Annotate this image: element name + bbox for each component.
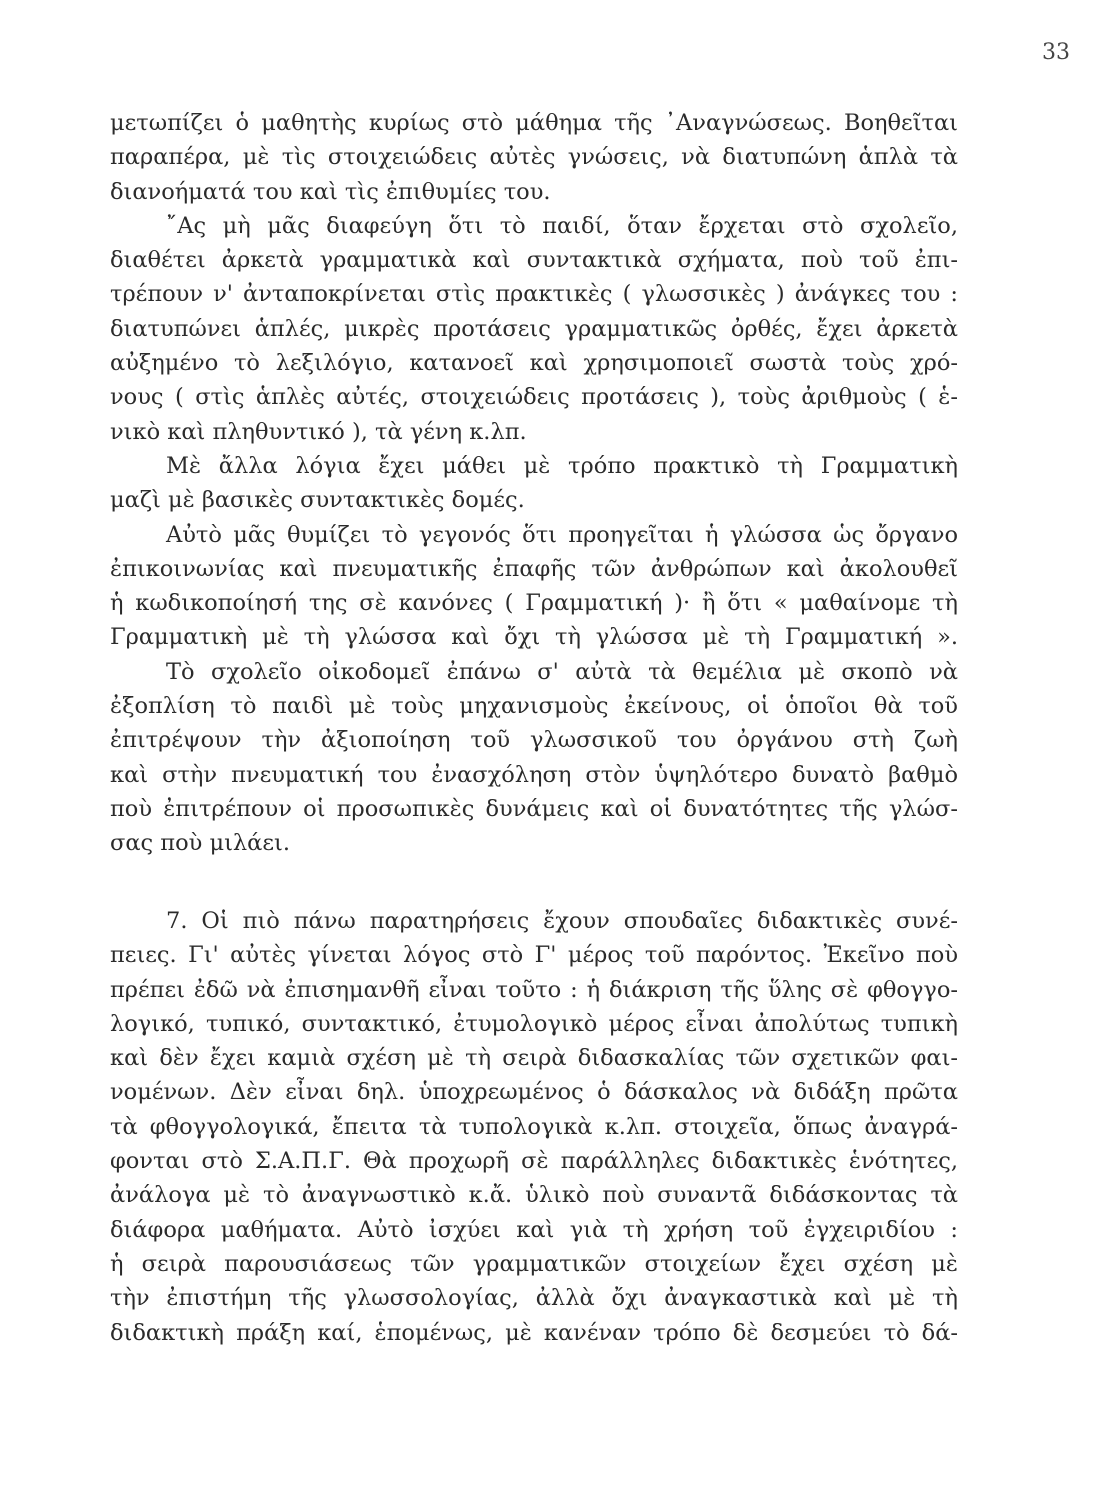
text-line: Αὐτὸ μᾶς θυμίζει τὸ γεγονός ὅτι προηγεῖται ἡ γλώσσα ὡς ὄργανο <box>166 521 958 548</box>
text-line: Μὲ ἄλλα λόγια ἔχει μάθει μὲ τρόπο πρακτικὸ τὴ Γραμματικὴ <box>166 452 958 479</box>
text-line: ποὺ ἐπιτρέπουν οἱ προσωπικὲς δυνάμεις καὶ οἱ δυνατότητες τῆς γλώσ- <box>110 795 958 822</box>
text-line: μαζὶ μὲ βασικὲς συντακτικὲς δομές. <box>110 487 525 514</box>
text-line: Γραμματικὴ μὲ τὴ γλώσσα καὶ ὄχι τὴ γλώσσα μὲ τὴ Γραμματική ». <box>110 624 958 651</box>
text-line: νους ( στὶς ἁπλὲς αὐτές, στοιχειώδεις προτάσεις ), τοὺς ἀριθμοὺς ( ἑ- <box>110 384 958 411</box>
text-line: ῎Ας μὴ μᾶς διαφεύγη ὅτι τὸ παιδί, ὅταν ἔρχεται στὸ σχολεῖο, <box>166 212 958 239</box>
text-line: καὶ στὴν πνευματική του ἐνασχόληση στὸν ὑψηλότερο δυνατὸ βαθμὸ <box>110 761 958 788</box>
text-line: μετωπίζει ὁ μαθητὴς κυρίως στὸ μάθημα τῆς ᾿Αναγνώσεως. Βοηθεῖται <box>110 110 958 136</box>
text-line: νικὸ καὶ πληθυντικό ), τὰ γένη κ.λπ. <box>110 418 527 445</box>
text-line: πειες. Γι' αὐτὲς γίνεται λόγος στὸ Γ' μέρος τοῦ παρόντος. Ἐκεῖνο ποὺ <box>110 942 958 969</box>
text-line: αὐξημένο τὸ λεξιλόγιο, κατανοεῖ καὶ χρησιμοποιεῖ σωστὰ τοὺς χρό- <box>110 350 958 377</box>
page-number: 33 <box>1042 40 1070 65</box>
text-line: ἀνάλογα μὲ τὸ ἀναγνωστικὸ κ.ἄ. ὑλικὸ ποὺ συναντᾶ διδάσκοντας τὰ <box>110 1182 958 1209</box>
text-line: τὴν ἐπιστήμη τῆς γλωσσολογίας, ἀλλὰ ὄχι ἀναγκαστικὰ καὶ μὲ τὴ <box>110 1285 958 1312</box>
text-line: ἐπιτρέψουν τὴν ἀξιοποίηση τοῦ γλωσσικοῦ του ὀργάνου στὴ ζωὴ <box>110 727 958 754</box>
text-line: ἐξοπλίση τὸ παιδὶ μὲ τοὺς μηχανισμοὺς ἐκείνους, οἱ ὁποῖοι θὰ τοῦ <box>110 693 958 720</box>
text-line: ἡ κωδικοποίησή της σὲ κανόνες ( Γραμματική )· ἢ ὅτι « μαθαίνομε τὴ <box>110 590 958 617</box>
text-line: διάφορα μαθήματα. Αὐτὸ ἰσχύει καὶ γιὰ τὴ χρήση τοῦ ἐγχειριδίου : <box>110 1216 958 1243</box>
text-line: ἡ σειρὰ παρουσιάσεως τῶν γραμματικῶν στοιχείων ἔχει σχέση μὲ <box>110 1250 958 1277</box>
text-line: παραπέρα, μὲ τὶς στοιχειώδεις αὐτὲς γνώσεις, νὰ διατυπώνη ἁπλὰ τὰ <box>110 144 958 171</box>
text-line: Τὸ σχολεῖο οἰκοδομεῖ ἐπάνω σ' αὐτὰ τὰ θεμέλια μὲ σκοπὸ νὰ <box>166 658 958 685</box>
text-line: λογικό, τυπικό, συντακτικό, ἐτυμολογικὸ μέρος εἶναι ἀπολύτως τυπικὴ <box>110 1010 958 1037</box>
text-line: καὶ δὲν ἔχει καμιὰ σχέση μὲ τὴ σειρὰ διδασκαλίας τῶν σχετικῶν φαι- <box>110 1045 958 1072</box>
paragraph-block-2 <box>110 904 958 1350</box>
text-line: διαθέτει ἀρκετὰ γραμματικὰ καὶ συντακτικὰ σχήματα, ποὺ τοῦ ἐπι- <box>110 247 958 274</box>
text-line: ἐπικοινωνίας καὶ πνευματικῆς ἐπαφῆς τῶν ἀνθρώπων καὶ ἀκολουθεῖ <box>110 555 958 582</box>
paragraph-block-1 <box>110 106 958 861</box>
text-line: διδακτικὴ πράξη καί, ἑπομένως, μὲ κανέναν τρόπο δὲ δεσμεύει τὸ δά- <box>110 1319 958 1346</box>
text-line: πρέπει ἐδῶ νὰ ἐπισημανθῆ εἶναι τοῦτο : ἡ διάκριση τῆς ὕλης σὲ φθογγο- <box>110 976 958 1003</box>
text-line: τρέπουν ν' ἀνταποκρίνεται στὶς πρακτικὲς ( γλωσσικὲς ) ἀνάγκες του : <box>110 281 958 308</box>
text-line: διατυπώνει ἁπλές, μικρὲς προτάσεις γραμματικῶς ὀρθές, ἔχει ἀρκετὰ <box>110 315 958 342</box>
text-line: διανοήματά του καὶ τὶς ἐπιθυμίες του. <box>110 178 551 205</box>
text-line: σας ποὺ μιλάει. <box>110 830 290 857</box>
text-line: φονται στὸ Σ.Α.Π.Γ. Θὰ προχωρῆ σὲ παράλληλες διδακτικὲς ἑνότητες, <box>110 1148 958 1175</box>
text-line: 7. Οἱ πιὸ πάνω παρατηρήσεις ἔχουν σπουδαῖες διδακτικὲς συνέ- <box>166 908 958 934</box>
text-line: νομένων. Δὲν εἶναι δηλ. ὑποχρεωμένος ὁ δάσκαλος νὰ διδάξη πρῶτα <box>110 1079 958 1106</box>
text-line: τὰ φθογγολογικά, ἔπειτα τὰ τυπολογικὰ κ.λπ. στοιχεῖα, ὅπως ἀναγρά- <box>110 1113 958 1140</box>
